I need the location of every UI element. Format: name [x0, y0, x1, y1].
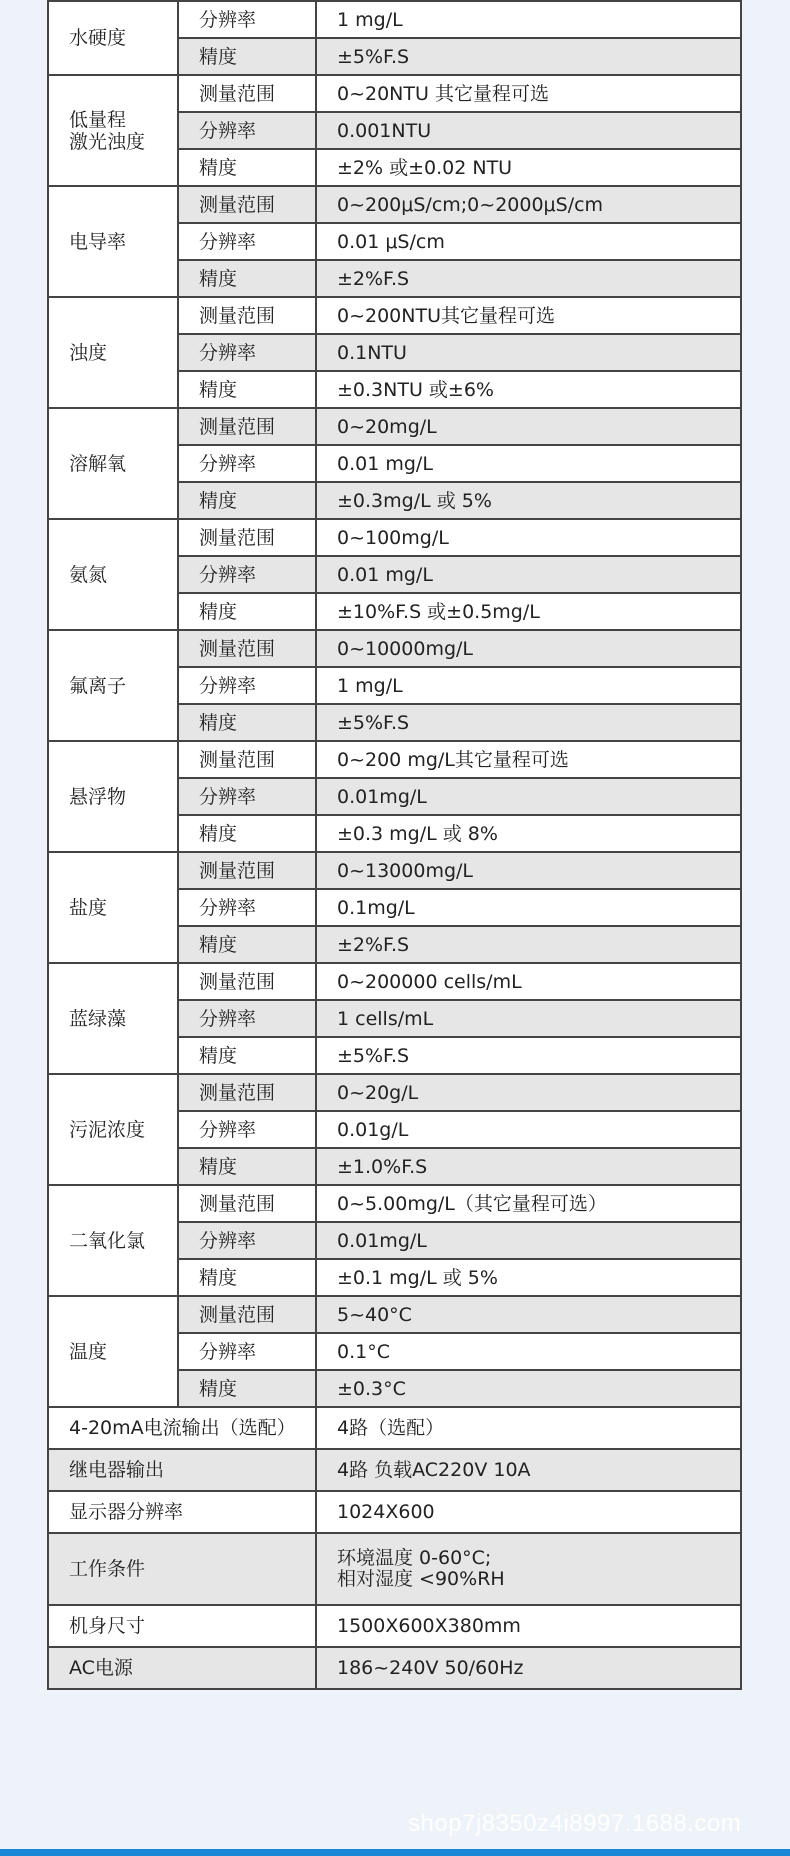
spec-value: 0~20g/L — [316, 1074, 741, 1111]
spec-row — [48, 1074, 741, 1111]
spec-label: 分辨率 — [178, 889, 316, 926]
spec-row — [48, 1185, 741, 1222]
spec-value: 0~200000 cells/mL — [316, 963, 741, 1000]
spec-value: 0~20mg/L — [316, 408, 741, 445]
spec-label: 分辨率 — [178, 778, 316, 815]
spec-row — [48, 852, 741, 889]
spec-row — [48, 75, 741, 112]
spec-value: ±0.1 mg/L 或 5% — [316, 1259, 741, 1296]
spec-value: 0~10000mg/L — [316, 630, 741, 667]
spec-label: 测量范围 — [178, 408, 316, 445]
spec-summary-row — [48, 1491, 741, 1533]
spec-label: 测量范围 — [178, 1185, 316, 1222]
spec-summary-row — [48, 1449, 741, 1491]
spec-label: 分辨率 — [178, 445, 316, 482]
spec-label: 测量范围 — [178, 630, 316, 667]
bottom-accent-bar — [0, 1849, 790, 1856]
spec-summary-label: 继电器输出 — [48, 1449, 316, 1491]
spec-label: 分辨率 — [178, 556, 316, 593]
parameter-category: 溶解氧 — [48, 408, 178, 519]
spec-value: 1 cells/mL — [316, 1000, 741, 1037]
spec-value: ±5%F.S — [316, 704, 741, 741]
spec-label: 测量范围 — [178, 297, 316, 334]
parameter-category: 温度 — [48, 1296, 178, 1407]
parameter-category: 污泥浓度 — [48, 1074, 178, 1185]
spec-summary-label: 显示器分辨率 — [48, 1491, 316, 1533]
parameter-category: 低量程 激光浊度 — [48, 75, 178, 186]
spec-summary-row — [48, 1533, 741, 1605]
spec-value: 0.001NTU — [316, 112, 741, 149]
spec-summary-value: 环境温度 0-60°C; 相对湿度 <90%RH — [316, 1533, 741, 1605]
parameter-category: 水硬度 — [48, 1, 178, 75]
spec-label: 测量范围 — [178, 75, 316, 112]
spec-value: 1 mg/L — [316, 667, 741, 704]
spec-row — [48, 1296, 741, 1333]
parameter-category: 氨氮 — [48, 519, 178, 630]
spec-table — [47, 0, 742, 1690]
spec-label: 测量范围 — [178, 186, 316, 223]
spec-summary-label: 4-20mA电流输出（选配） — [48, 1407, 316, 1449]
spec-label: 精度 — [178, 149, 316, 186]
spec-value: ±5%F.S — [316, 38, 741, 75]
spec-label: 精度 — [178, 926, 316, 963]
spec-value: 0~100mg/L — [316, 519, 741, 556]
spec-value: 0.1NTU — [316, 334, 741, 371]
spec-summary-value: 1500X600X380mm — [316, 1605, 741, 1647]
spec-value: 0.01 μS/cm — [316, 223, 741, 260]
parameter-category: 蓝绿藻 — [48, 963, 178, 1074]
spec-row — [48, 630, 741, 667]
spec-label: 精度 — [178, 38, 316, 75]
spec-summary-row — [48, 1407, 741, 1449]
spec-label: 测量范围 — [178, 852, 316, 889]
spec-label: 精度 — [178, 482, 316, 519]
spec-label: 分辨率 — [178, 1333, 316, 1370]
spec-summary-row — [48, 1605, 741, 1647]
spec-value: ±0.3°C — [316, 1370, 741, 1407]
parameter-category: 二氧化氯 — [48, 1185, 178, 1296]
spec-value: 0.01 mg/L — [316, 556, 741, 593]
spec-value: 0.01g/L — [316, 1111, 741, 1148]
spec-row — [48, 741, 741, 778]
spec-row — [48, 297, 741, 334]
spec-summary-label: 工作条件 — [48, 1533, 316, 1605]
spec-label: 测量范围 — [178, 519, 316, 556]
spec-label: 精度 — [178, 815, 316, 852]
spec-value: 0~200μS/cm;0~2000μS/cm — [316, 186, 741, 223]
spec-value: 0~20NTU 其它量程可选 — [316, 75, 741, 112]
spec-label: 分辨率 — [178, 1000, 316, 1037]
spec-label: 测量范围 — [178, 1074, 316, 1111]
spec-value: 0~13000mg/L — [316, 852, 741, 889]
spec-label: 分辨率 — [178, 1222, 316, 1259]
spec-value: ±0.3NTU 或±6% — [316, 371, 741, 408]
parameter-category: 氟离子 — [48, 630, 178, 741]
spec-value: 5~40°C — [316, 1296, 741, 1333]
spec-label: 测量范围 — [178, 963, 316, 1000]
spec-value: 0~200NTU其它量程可选 — [316, 297, 741, 334]
spec-label: 测量范围 — [178, 741, 316, 778]
spec-summary-value: 186~240V 50/60Hz — [316, 1647, 741, 1689]
spec-label: 精度 — [178, 260, 316, 297]
spec-summary-value: 4路（选配） — [316, 1407, 741, 1449]
spec-value: ±2% 或±0.02 NTU — [316, 149, 741, 186]
parameter-category: 盐度 — [48, 852, 178, 963]
spec-value: 0~5.00mg/L（其它量程可选） — [316, 1185, 741, 1222]
spec-summary-label: 机身尺寸 — [48, 1605, 316, 1647]
spec-row — [48, 186, 741, 223]
spec-label: 精度 — [178, 371, 316, 408]
spec-label: 分辨率 — [178, 1111, 316, 1148]
spec-row — [48, 519, 741, 556]
spec-value: 0.1°C — [316, 1333, 741, 1370]
spec-value: 0.01mg/L — [316, 1222, 741, 1259]
spec-summary-label: AC电源 — [48, 1647, 316, 1689]
parameter-category: 悬浮物 — [48, 741, 178, 852]
parameter-category: 浊度 — [48, 297, 178, 408]
spec-value: 0~200 mg/L其它量程可选 — [316, 741, 741, 778]
spec-value: ±2%F.S — [316, 260, 741, 297]
watermark-text: shop7j8350z4i8997.1688.com — [408, 1810, 742, 1837]
spec-summary-row — [48, 1647, 741, 1689]
spec-value: ±0.3mg/L 或 5% — [316, 482, 741, 519]
spec-row — [48, 1, 741, 38]
spec-label: 分辨率 — [178, 112, 316, 149]
spec-label: 精度 — [178, 1259, 316, 1296]
spec-value: ±1.0%F.S — [316, 1148, 741, 1185]
spec-label: 精度 — [178, 704, 316, 741]
spec-value: 0.1mg/L — [316, 889, 741, 926]
spec-value: 0.01 mg/L — [316, 445, 741, 482]
spec-value: 0.01mg/L — [316, 778, 741, 815]
spec-label: 精度 — [178, 1037, 316, 1074]
spec-value: ±10%F.S 或±0.5mg/L — [316, 593, 741, 630]
spec-value: ±2%F.S — [316, 926, 741, 963]
spec-table-body — [48, 1, 741, 1689]
spec-label: 测量范围 — [178, 1296, 316, 1333]
spec-value: ±5%F.S — [316, 1037, 741, 1074]
spec-value: ±0.3 mg/L 或 8% — [316, 815, 741, 852]
spec-summary-value: 1024X600 — [316, 1491, 741, 1533]
spec-label: 精度 — [178, 1370, 316, 1407]
spec-label: 分辨率 — [178, 334, 316, 371]
spec-label: 精度 — [178, 1148, 316, 1185]
spec-label: 分辨率 — [178, 223, 316, 260]
spec-summary-value: 4路 负载AC220V 10A — [316, 1449, 741, 1491]
spec-row — [48, 408, 741, 445]
spec-label: 分辨率 — [178, 1, 316, 38]
spec-label: 分辨率 — [178, 667, 316, 704]
spec-value: 1 mg/L — [316, 1, 741, 38]
spec-label: 精度 — [178, 593, 316, 630]
parameter-category: 电导率 — [48, 186, 178, 297]
spec-row — [48, 963, 741, 1000]
